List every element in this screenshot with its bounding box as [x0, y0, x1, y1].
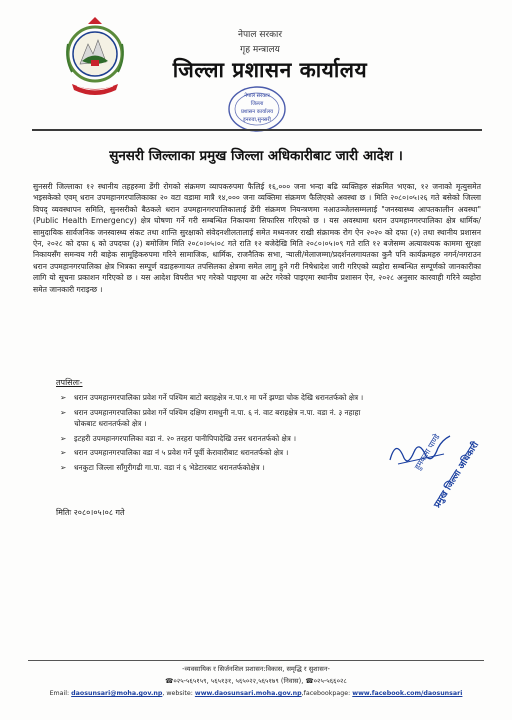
list-item	[60, 433, 375, 445]
email-label: Email:	[49, 690, 70, 697]
order-body-paragraph: सुनसरी जिल्लाका १२ स्थानीय तहहरुमा डेंगी रोगको संक्रमण व्यापकरुपमा फैलिई १६,००० जना भन्दा बढि व्यक्तिहरु संक्रमित भएका, १२ जनाको मृत्युसमेत भइसकेको एवम् धरान उपमहानगरपालिकाका २० वटा वडामा मात्रै १४,००० जना व्यक्तिमा संक्रमण फैलिएको अवस्था छ । मिति २०८०।०५।२६ गते बसेको जिल्ला विपद् व्यवस्थापन समिति, सुनसरीको बैठकले धरान उपमहानगरपालिकालाई डेंगी संक्रमण नियन्त्रणमा नआउञ्जेलसम्मलाई "जनस्वास्थ्य आपतकालीन अवस्था"(Public Health Emergency) क्षेत्र घोषणा गर्ने गरी सम्बन्धित निकायमा सिफारिस गरिएको छ । यस अवस्थामा धरान उपमहानगरपालिका क्षेत्र धार्मिक/सामुदायिक सार्वजनिक जनस्वास्थ्य संकट तथा शान्ति सुरक्षाको संवेदनशीलतालाई समेत मध्यनजर राखी संक्रामक रोग ऐन २०२० को दफा (२) तथा स्थानीय प्रशासन ऐन, २०२८ को दफा ६ को उपदफा (३) बमोजिम मिति २०८०।०५।०८ गते राति १२ बजेदेखि मिति २०८०।०५।०९ गते राति १२ बजेसम्म अत्यावश्यक काममा सुरक्षा निकायसँग समन्वय गरी बाहेक सामूहिकरुपमा गरिने सामाजिक, धार्मिक, राजनैतिक सभा, र्‍याली/मेलाजम्मा/प्रदर्शनलगायतका कुनै पनि कार्यक्रमहरु नगर्न/नगराउन धरान उपमहानगरपालिका क्षेत्र भित्रका सम्पूर्ण वडाहरूगायत तपसिलका क्षेत्रमा समेत लागु हुने गरी निषेधादेश जारी गरिएको व्यहोरा सम्बन्धित सम्पूर्णको जानकारीका लागि यो सूचना प्रकाशन गरिएको छ । यस आदेश विपरीत भए गरेको पाइएमा वा अटेर गरेको पाइएमा स्थानीय प्रशासन ऐन, २०२८ अनुसार कारवाही गरिने व्यहोरा समेत जानकारी गराइन्छ ।	[33, 182, 481, 294]
website-label: , website:	[162, 690, 193, 697]
stamp-line-3: प्रशासन कार्यालय	[240, 109, 274, 115]
office-title: जिल्ला प्रशासन कार्यालय	[172, 58, 368, 82]
schedule-list	[60, 392, 375, 476]
nepal-emblem-icon	[60, 14, 130, 108]
arrow-bullet-icon: ➢	[60, 407, 67, 417]
signatory-name: हुमकला पाण्डे	[412, 432, 442, 472]
email-link[interactable]: daosunsari@moha.gov.np	[71, 690, 163, 697]
stamp-line-1: नेपाल सरकार	[244, 93, 270, 99]
government-line: नेपाल सरकार	[237, 30, 283, 40]
footer-phone-numbers: ☎०२५-५६५१५९, ५६५१३१, ५६५०२२,५६५१७९ (निवास), ☎०२५-५६६०२८	[165, 677, 347, 685]
website-link[interactable]: www.daosunsari.moha.gov.np	[194, 690, 302, 697]
footer-contact-line	[30, 690, 482, 697]
list-item-text: इटहरी उपमहानगरपालिका वडा नं. २० तरहरा पानीपिपादेखि उत्तर धरानतर्फको क्षेत्र ।	[74, 433, 297, 443]
list-item-text: धरान उपमहानगरपालिका प्रवेश गर्ने पश्चिम बाटो बराहक्षेत्र न.पा.१ मा पर्ने झण्डा चोक देखि धरानतर्फको क्षेत्र ।	[74, 393, 364, 402]
footer-divider	[28, 660, 484, 661]
list-item	[60, 462, 375, 474]
footer-slogan: -व्यवसायिक र सिर्जनशिल प्रशासन:विकास, समृद्धि र सुशासन-	[182, 665, 330, 673]
header-divider	[32, 129, 482, 131]
facebook-link[interactable]: www.facebook.com/daosunsari	[352, 690, 463, 697]
facebook-label: ,facebookpage:	[301, 690, 351, 697]
ministry-line: गृह मन्त्रालय	[240, 45, 280, 55]
arrow-bullet-icon: ➢	[60, 393, 67, 402]
list-item-text: धरान उपमहानगरपालिका प्रवेश गर्ने पश्चिम दक्षिण रामधुनी न.पा. ६ नं. वाट बराहक्षेत्र न.पा. वडा नं. ३ नहाहा चोकबाट धरानतर्फको क्षेत्र ।	[74, 407, 361, 428]
stamp-line-4: इनरुवा,सुनसरी	[243, 117, 271, 123]
issue-date: मितिः २०८०।०५।०८ गते	[56, 508, 125, 517]
list-item-text: धनकुटा जिल्ला साँगुरीगढी गा.पा. वडा नं ६ भेडेटारबाट धरानतर्फकोक्षेत्र ।	[74, 462, 265, 472]
list-item	[60, 407, 375, 430]
list-item	[60, 447, 375, 459]
signatory-title: प्रमुख जिल्ला अधिकारी	[432, 440, 482, 510]
list-item-text: धरान उपमहानगरपालिका वडा नं ५ प्रवेश गर्ने पूर्वी केरावारीबाट धरानतर्फको क्षेत्र ।	[74, 448, 289, 457]
arrow-bullet-icon: ➢	[60, 462, 67, 472]
list-item	[60, 392, 375, 404]
order-title: सुनसरी जिल्लाका प्रमुख जिल्ला अधिकारीबाट जारी आदेश ।	[109, 148, 403, 164]
arrow-bullet-icon: ➢	[60, 448, 67, 457]
office-stamp	[226, 84, 288, 134]
arrow-bullet-icon: ➢	[60, 433, 67, 443]
schedule-heading: तपसिलः-	[56, 378, 83, 387]
stamp-line-2: जिल्ला	[250, 101, 264, 107]
